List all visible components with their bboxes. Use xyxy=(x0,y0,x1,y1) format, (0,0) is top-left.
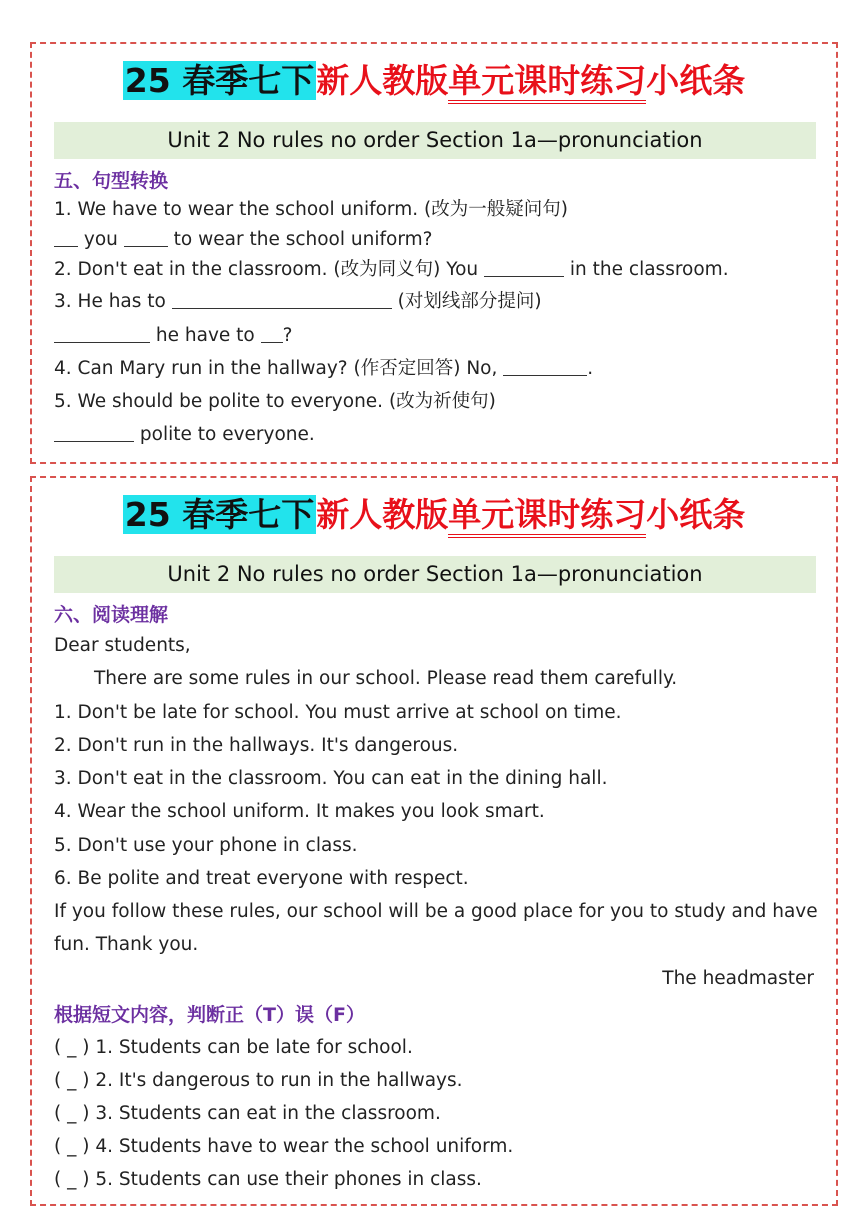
rule-item: 1. Don't be late for school. You must arrive at school on time. xyxy=(54,702,622,723)
section-heading: 六、阅读理解 xyxy=(54,604,169,626)
answer-blank[interactable] xyxy=(54,423,134,442)
exercise-card-reading-comprehension xyxy=(30,476,838,1206)
title-part-note: 小纸条 xyxy=(646,61,746,100)
unit-banner: Unit 2 No rules no order Section 1a—pronunciation xyxy=(54,122,816,159)
title-part-unit-practice: 单元课时练习 xyxy=(448,61,646,104)
true-false-item[interactable]: ( _ ) 5. Students can use their phones in class. xyxy=(54,1169,482,1190)
letter-closing: fun. Thank you. xyxy=(54,934,199,955)
rule-item: 2. Don't run in the hallways. It's dangerous. xyxy=(54,735,459,756)
letter-intro: There are some rules in our school. Please read them carefully. xyxy=(94,668,678,689)
title-part-term: 25 春季七下 xyxy=(124,495,315,534)
answer-blank[interactable] xyxy=(503,357,587,376)
card-title xyxy=(32,492,836,538)
answer-1: you to wear the school uniform? xyxy=(54,227,814,253)
answer-blank[interactable] xyxy=(54,324,150,343)
true-false-item[interactable]: ( _ ) 2. It's dangerous to run in the hallways. xyxy=(54,1070,463,1091)
true-false-item[interactable]: ( _ ) 1. Students can be late for school. xyxy=(54,1037,413,1058)
title-part-note: 小纸条 xyxy=(646,495,746,534)
title-part-unit-practice: 单元课时练习 xyxy=(448,495,646,538)
question-5: 5. We should be polite to everyone. (改为祈使句) xyxy=(54,391,496,412)
answer-blank[interactable] xyxy=(54,228,78,247)
true-false-item[interactable]: ( _ ) 3. Students can eat in the classroom. xyxy=(54,1103,441,1124)
title-part-term: 25 春季七下 xyxy=(124,61,315,100)
rule-item: 3. Don't eat in the classroom. You can eat in the dining hall. xyxy=(54,768,608,789)
rule-item: 5. Don't use your phone in class. xyxy=(54,835,358,856)
answer-blank[interactable] xyxy=(484,258,564,277)
letter-greeting: Dear students, xyxy=(54,635,191,656)
true-false-heading: 根据短文内容，判断正（T）误（F） xyxy=(54,1004,365,1026)
title-part-edition: 新人教版 xyxy=(316,61,449,100)
rule-item: 6. Be polite and treat everyone with respect. xyxy=(54,868,469,889)
answer-blank[interactable] xyxy=(124,228,168,247)
unit-banner: Unit 2 No rules no order Section 1a—pronunciation xyxy=(54,556,816,593)
rule-item: 4. Wear the school uniform. It makes you look smart. xyxy=(54,801,545,822)
question-3: 3. He has to (对划线部分提问) xyxy=(54,291,542,312)
answer-5: polite to everyone. xyxy=(54,422,814,448)
answer-3: he have to ? xyxy=(54,323,814,349)
exercise-card-sentence-transformation xyxy=(30,42,838,464)
letter-closing: If you follow these rules, our school will be a good place for you to study and have xyxy=(54,901,818,922)
card-title xyxy=(32,58,836,104)
underlined-part xyxy=(172,290,392,309)
question-4: 4. Can Mary run in the hallway? (作否定回答) No, . xyxy=(54,358,594,379)
answer-blank[interactable] xyxy=(261,324,283,343)
title-part-edition: 新人教版 xyxy=(316,495,449,534)
true-false-item[interactable]: ( _ ) 4. Students have to wear the school uniform. xyxy=(54,1136,514,1157)
question-1: 1. We have to wear the school uniform. (改为一般疑问句) xyxy=(54,199,568,220)
letter-signature: The headmaster xyxy=(662,968,814,989)
section-heading: 五、句型转换 xyxy=(54,170,169,192)
question-2: 2. Don't eat in the classroom. (改为同义句) You in the classroom. xyxy=(54,259,729,280)
